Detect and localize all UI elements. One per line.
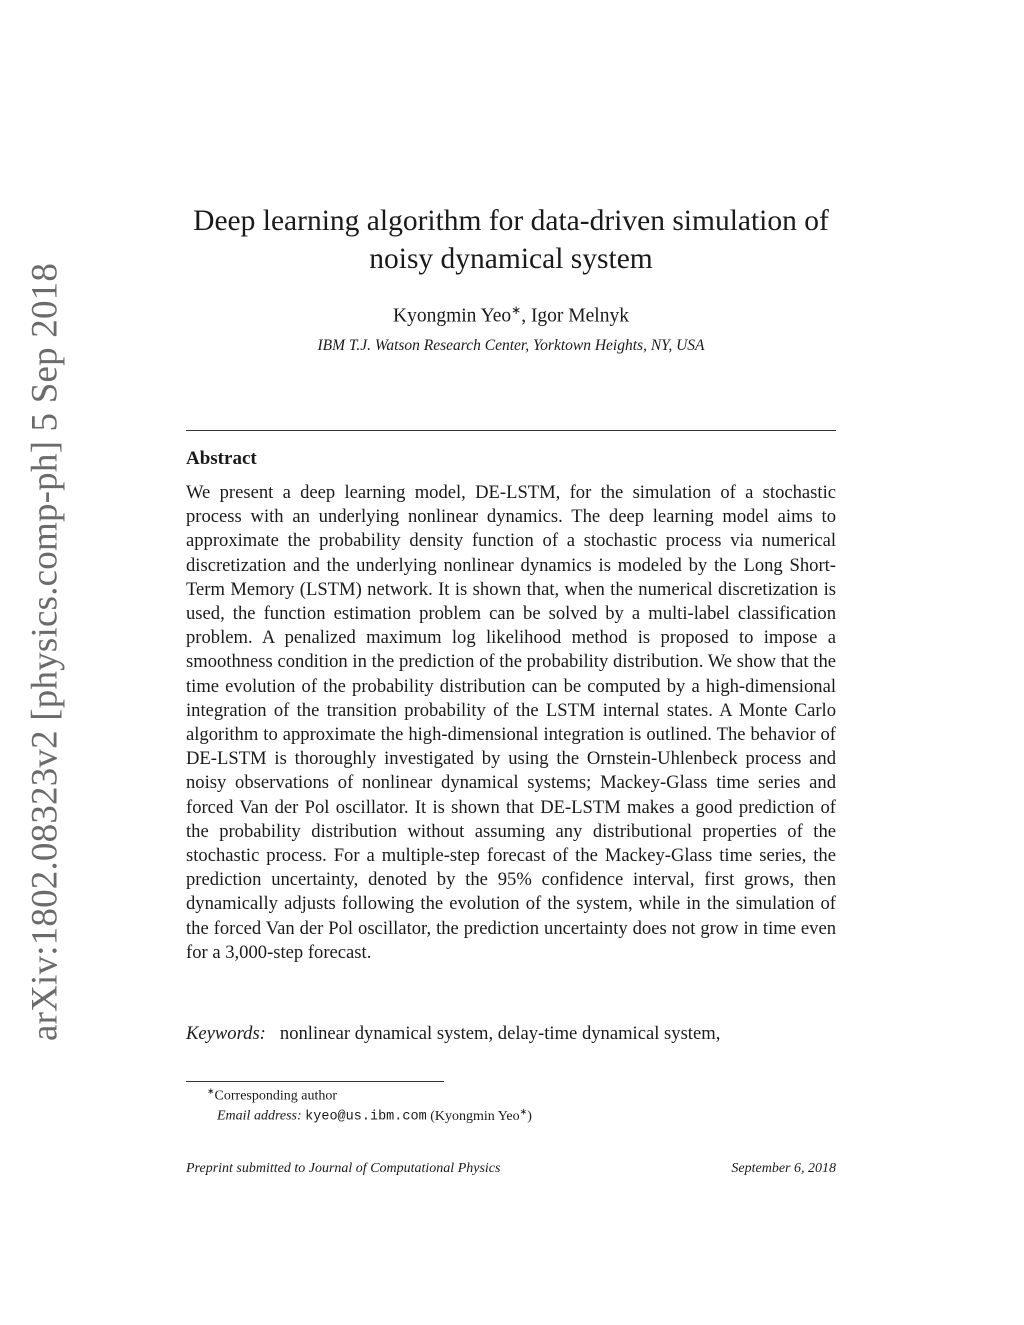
footnote-email [217,1106,532,1125]
keywords-label: Keywords: [186,1023,266,1044]
abstract-heading: Abstract [186,448,257,469]
author-first: Kyongmin Yeo [393,305,512,327]
page-footer [186,1161,836,1177]
footnote-corresponding [207,1086,337,1105]
author-list [186,303,836,328]
abstract-body: We present a deep learning model, DE-LSTM, for the simulation of a stochastic process with an underlying nonlinear dynamics. The deep learning model aims to approximate the probability density function of a stochastic process via numerical discretization and the underlying nonlinear dynamics is modeled by the Long Short-Term Memory (LSTM) network. It is shown that, when the numerical discretization is used, the function estimation problem can be solved by a multi-label classification problem. A penalized maximum log likelihood method is proposed to impose a smoothness condition in the prediction of the probability distribution. We show that the time evolution of the probability distribution can be computed by a high-dimensional integration of the transition probability of the LSTM internal states. A Monte Carlo algorithm to approximate the high-dimensional integration is outlined. The behavior of DE-LSTM is thoroughly investigated by using the Ornstein-Uhlenbeck process and noisy observations of nonlinear dynamical systems; Mackey-Glass time series and forced Van der Pol oscillator. It is shown that DE-LSTM makes a good prediction of the probability distribution without assuming any distributional properties of the stochastic process. For a multiple-step forecast of the Mackey-Glass time series, the prediction uncertainty, denoted by the 95% confidence interval, first grows, then dynamically adjusts following the evolution of the system, while in the simulation of the forced Van der Pol oscillator, the prediction uncertainty does not grow in time even for a 3,000-step forecast. [186,482,836,963]
footnote-corresponding-text: Corresponding author [214,1088,338,1104]
footnote-mark: ∗ [207,1086,215,1096]
affiliation: IBM T.J. Watson Research Center, Yorktown Heights, NY, USA [317,337,705,354]
paper-title [186,202,836,278]
footer-journal: Preprint submitted to Journal of Computational Physics [186,1161,501,1176]
footnote-rule [186,1081,444,1082]
author-separator: , [521,305,531,327]
author-second: Igor Melnyk [530,305,629,327]
email-owner: (Kyongmin Yeo∗) [430,1106,532,1124]
email-label: Email address: [217,1108,302,1124]
arxiv-identifier-stamp: arXiv:1802.08323v2 [physics.comp-ph] 5 Sep 2018 [24,262,66,1042]
keywords [186,1023,836,1045]
title-line-2: noisy dynamical system [369,243,653,275]
keywords-text: nonlinear dynamical system, delay-time dynamical system, [279,1023,721,1044]
footer-date: September 6, 2018 [731,1161,836,1176]
corresponding-mark: ∗ [511,303,522,317]
title-line-1: Deep learning algorithm for data-driven simulation of [193,205,829,237]
abstract-top-rule [186,430,836,431]
email-link[interactable]: kyeo@us.ibm.com [305,1109,427,1125]
